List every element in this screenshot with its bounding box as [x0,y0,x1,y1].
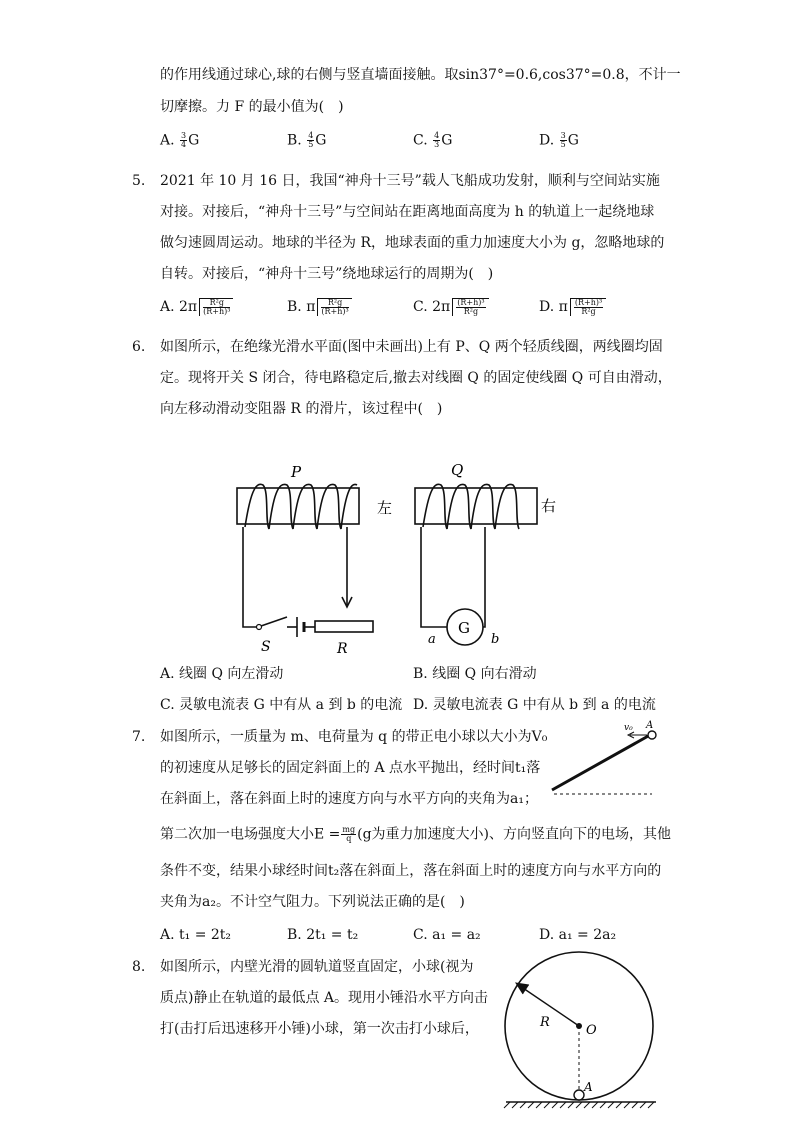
q5-option-c[interactable]: C. 2π $\frac{\text{(R+h)³}}{\text{R²g}}$ [413,298,489,316]
q4-option-c[interactable]: C. $\frac{4}{3}$ G [413,131,453,149]
q5-number: 5. [132,173,146,189]
coil-p-winding [245,484,357,529]
q7-text-line-4: 第二次加一电场强度大小E = $\frac{mg}{q}$ (g为重力加速度大小)、方向竖直向下的电场，其他 [160,825,672,843]
coil-q-winding [423,484,519,529]
q8-text-line-3: 打(击打后迅速移开小锤)小球，第一次击打小球后， [160,1021,479,1037]
q5-option-a[interactable]: A. 2π $\frac{\text{R²g}}{\text{(R+h)³}}$ [160,298,233,316]
q6-option-d[interactable]: D. 灵敏电流表 G 中有从 b 到 a 的电流 [413,697,656,713]
center-o [576,1023,582,1029]
coil-p-core [237,488,359,524]
label-a: A [584,1080,593,1094]
label-r: R [540,1015,550,1030]
q6-text-line-1: 如图所示，在绝缘光滑水平面(图中未画出)上有 P、Q 两个轻质线圈，两线圈均固 [160,339,663,355]
rheostat-r [315,621,373,632]
q5-text-line-4: 自转。对接后，“神舟十三号”绕地球运行的周期为( ) [160,266,494,282]
q4-option-d[interactable]: D. $\frac{3}{5}$ G [539,131,579,149]
label-a-point: A [646,720,654,731]
q7-option-a[interactable]: A. t₁ = 2t₂ [160,927,232,943]
q5-option-d[interactable]: D. π $\frac{\text{(R+h)³}}{\text{R²g}}$ [539,298,606,316]
q7-incline-figure [548,718,660,798]
ball-at-a [574,1090,584,1100]
q6-option-a[interactable]: A. 线圈 Q 向左滑动 [160,666,284,682]
q5-text-line-2: 对接。对接后，“神舟十三号”与空间站在距离地面高度为 h 的轨道上一起绕地球 [160,204,655,220]
q4-option-a[interactable]: A. $\frac{3}{4}$ G [160,131,200,149]
q7-text-line-5: 条件不变，结果小球经时间t₂落在斜面上，落在斜面上时的速度方向与水平方向的 [160,863,662,879]
label-p: P [291,463,302,481]
radius-arrowhead [516,983,529,994]
q8-text-line-1: 如图所示，内壁光滑的圆轨道竖直固定，小球(视为 [160,959,474,975]
ground-hatching [504,1102,654,1108]
label-right: 右 [541,497,557,515]
label-g: G [458,619,470,637]
q6-text-line-2: 定。现将开关 S 闭合，待电路稳定后,撤去对线圈 Q 的固定使线圈 Q 可自由滑动， [160,370,672,386]
label-v0: v₀ [624,723,633,733]
q8-text-line-2: 质点)静止在轨道的最低点 A。现用小锤沿水平方向击 [160,990,489,1006]
q6-text-line-3: 向左移动滑动变阻器 R 的滑片，该过程中( ) [160,401,443,417]
q7-option-d[interactable]: D. a₁ = 2a₂ [539,927,617,943]
q7-text-line-2: 的初速度从足够长的固定斜面上的 A 点水平抛出，经时间t₁落 [160,760,541,776]
label-s: S [261,639,271,655]
q5-option-b[interactable]: B. π $\frac{\text{R²g}}{\text{(R+h)³}}$ [287,298,352,316]
label-left: 左 [377,499,393,517]
label-b: b [491,632,500,647]
coil-q-core [415,488,537,524]
q6-number: 6. [132,339,146,355]
label-o: O [586,1023,597,1038]
q4-text-line-2: 切摩擦。力 F 的最小值为( ) [160,99,344,115]
q7-text-line-1: 如图所示，一质量为 m、电荷量为 q 的带正电小球以大小为V₀ [160,729,548,745]
q7-option-b[interactable]: B. 2t₁ = t₂ [287,927,359,943]
q8-circle-track-figure [498,950,666,1115]
q7-option-c[interactable]: C. a₁ = a₂ [413,927,481,943]
q7-text-line-3: 在斜面上，落在斜面上时的速度方向与水平方向的夹角为a₁； [160,791,538,807]
q6-option-b[interactable]: B. 线圈 Q 向右滑动 [413,666,537,682]
label-q: Q [451,461,464,479]
label-a: a [428,632,436,647]
q5-text-line-3: 做匀速圆周运动。地球的半径为 R，地球表面的重力加速度大小为 g，忽略地球的 [160,235,665,251]
q6-circuit-figure [225,455,585,660]
label-r: R [337,641,348,657]
q7-number: 7. [132,729,146,745]
q6-option-c[interactable]: C. 灵敏电流表 G 中有从 a 到 b 的电流 [160,697,403,713]
ball-at-a [648,731,656,739]
q4-text-line-1: 的作用线通过球心,球的右侧与竖直墙面接触。取sin37°=0.6,cos37°=0.8，不计一 [160,67,681,83]
switch-s [261,617,287,626]
q4-option-b[interactable]: B. $\frac{4}{5}$ G [287,131,327,149]
q5-text-line-1: 2021 年 10 月 16 日，我国“神舟十三号”载人飞船成功发射，顺利与空间站实施 [160,173,660,189]
q8-number: 8. [132,959,146,975]
incline-surface [552,735,650,790]
q7-text-line-6: 夹角为a₂。不计空气阻力。下列说法正确的是( ) [160,894,465,910]
